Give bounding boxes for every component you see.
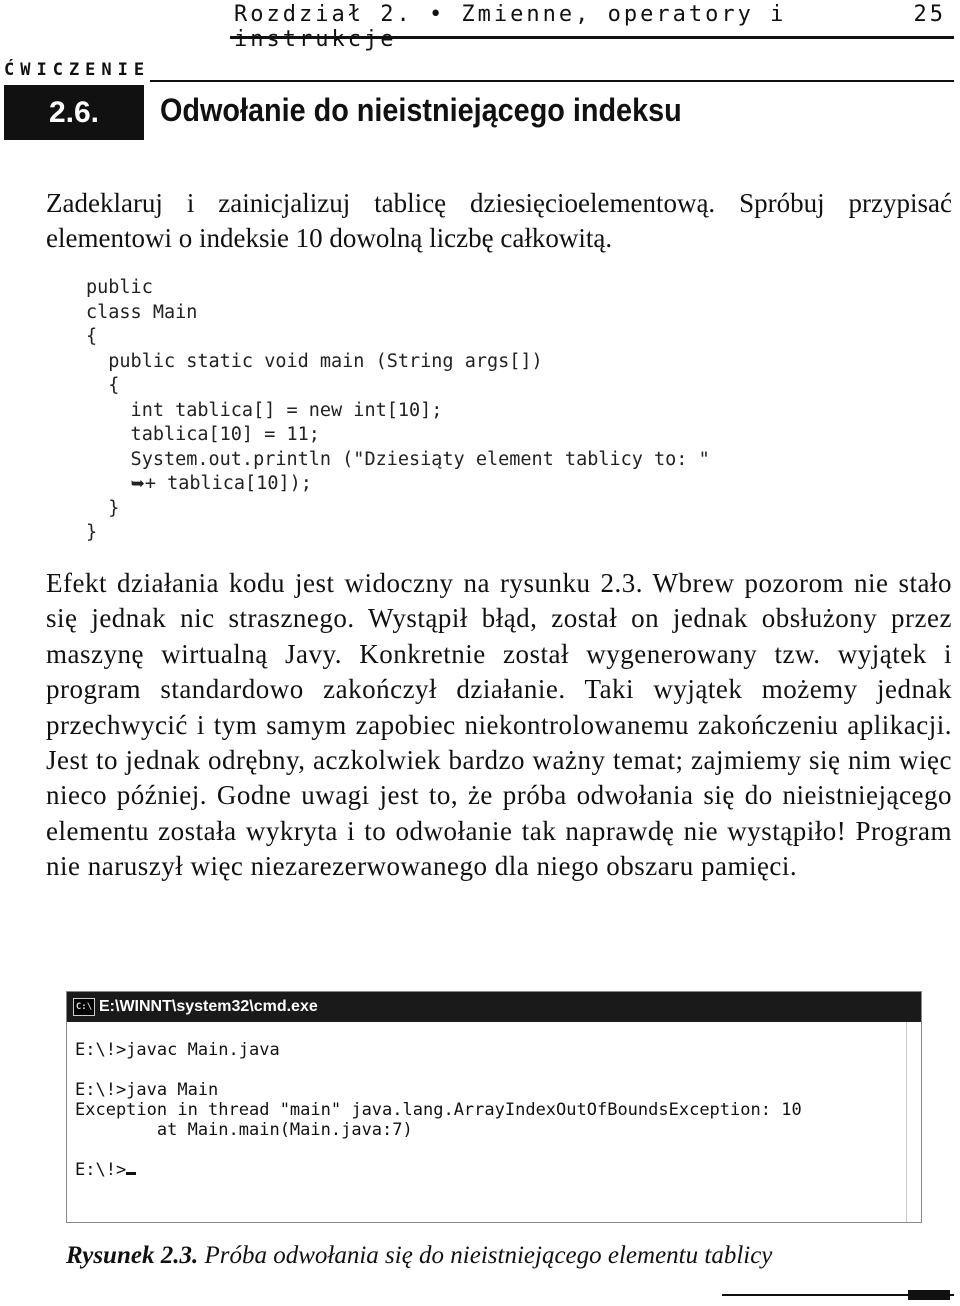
body-paragraph: Efekt działania kodu jest widoczny na rysunku 2.3. Wbrew pozorom nie stało się jednak nic strasznego. Wystąpił błąd, został on jednak obsłużony przez maszynę wirtualną Javy. Konkretnie został wygenerowany tzw. wyjątek i program standardowo zakończył działanie. Taki wyjątek możemy jednak przechwycić i tym samym zapobiec niekontrolowanemu zakończeniu aplikacji. Jest to jednak odrębny, aczkolwiek bardzo ważny temat; zajmiemy się nim więc nieco później. Godne uwagi jest to, że próba odwołania się do nieistniejącego elementu została wykryta i to odwołanie tak naprawdę nie wystąpiło! Program nie naruszył więc niezarezerwowanego dla niego obszaru pamięci.	[46, 568, 952, 882]
cmd-window	[66, 991, 922, 1223]
caption-label: Rysunek 2.3.	[66, 1242, 199, 1269]
console-line: E:\!>javac Main.java	[75, 1040, 280, 1060]
exercise-number: 2.6.	[4, 85, 144, 140]
console-line: E:\!>	[75, 1160, 127, 1180]
exercise-label: ĆWICZENIE	[4, 60, 151, 80]
console-line: E:\!>java Main	[75, 1080, 219, 1100]
chapter-title: Rozdział 2. • Zmienne, operatory i instrukcje	[234, 2, 787, 52]
code-line: tablica[10] = 11;	[86, 424, 320, 445]
code-line: System.out.println ("Dziesiąty element tablicy to: "	[86, 448, 710, 470]
exercise-title: Odwołanie do nieistniejącego indeksu	[160, 92, 682, 128]
code-line: public static void main (String args[])	[86, 350, 543, 372]
running-header	[230, 0, 954, 52]
page-number: 25	[913, 2, 946, 27]
code-line: public	[86, 277, 153, 298]
code-listing	[86, 276, 710, 546]
code-line: int tablica[] = new int[10];	[86, 399, 443, 421]
code-line: class Main	[86, 301, 198, 323]
footer-block	[908, 1290, 950, 1300]
code-line: + tablica[10]);	[144, 473, 312, 494]
console-line: at Main.main(Main.java:7)	[75, 1120, 413, 1140]
cmd-titlebar[interactable]	[67, 992, 921, 1022]
console-scrollbar[interactable]	[906, 1022, 921, 1222]
exercise-rule	[150, 80, 954, 82]
cmd-window-title: E:\WINNT\system32\cmd.exe	[99, 998, 318, 1015]
intro-paragraph: Zadeklaruj i zainicjalizuj tablicę dziesięcioelementową. Spróbuj przypisać elementowi o indeksie 10 dowolną liczbę całkowitą.	[46, 188, 952, 253]
figure-caption	[66, 1242, 772, 1270]
console-cursor	[126, 1172, 136, 1175]
code-line: {	[86, 375, 120, 396]
cmd-icon: C:\	[73, 998, 95, 1016]
line-continuation-icon: ➥	[130, 474, 145, 494]
caption-text: Próba odwołania się do nieistniejącego elementu tablicy	[204, 1242, 773, 1269]
code-line: {	[86, 326, 98, 347]
code-line: }	[86, 497, 120, 519]
console-output	[75, 1040, 802, 1180]
code-line: }	[86, 522, 98, 543]
console-line: Exception in thread "main" java.lang.ArrayIndexOutOfBoundsException: 10	[75, 1100, 802, 1120]
